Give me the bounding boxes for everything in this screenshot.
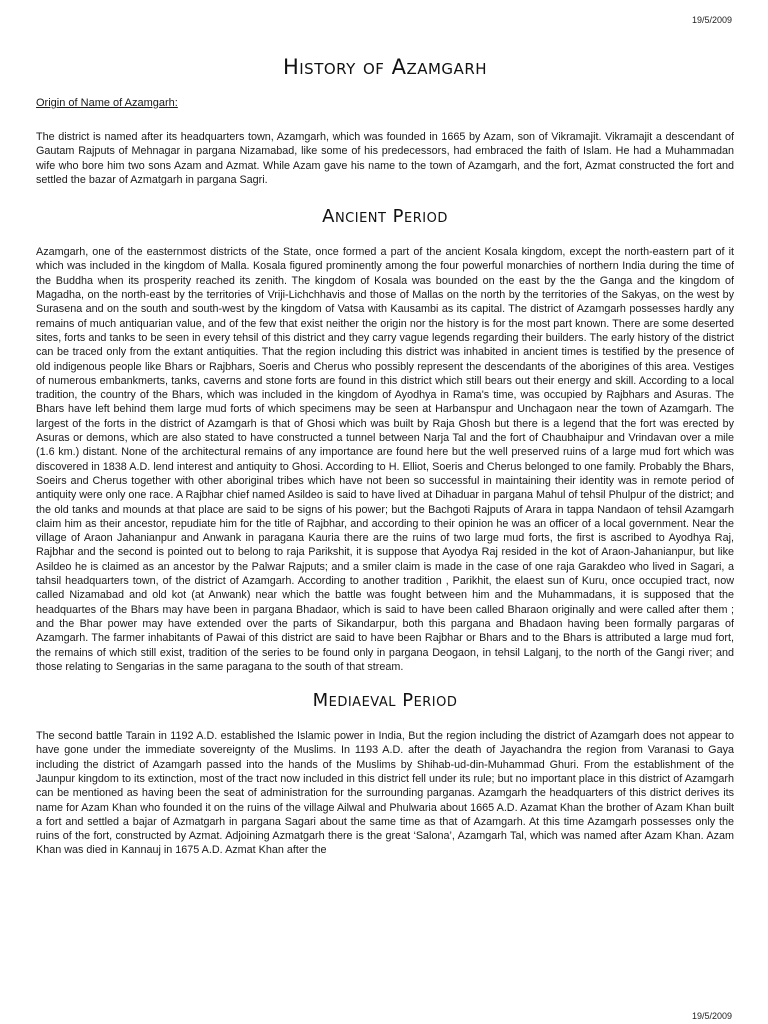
origin-subheading: Origin of Name of Azamgarh: (36, 97, 178, 109)
ancient-period-paragraph: Azamgarh, one of the easternmost districts of the State, once formed a part of the ancient Kosala kingdom, except the north-eastern part of it which was included in the kingdom of Malla. Kosala figured prominently among the four powerful monarchies of northern India during the time of the Buddha when its prosperity reached its zenith. The kingdom of Kosala was bounded on the east by the the Ganga and the kingdom of Magadha, on the north-east by the territories of Vriji-Lichchhavis and those of Mallas on the north by the territories of the Sakyas, on the west by Surasena and on the south and south-west by the kingdom of Vatsa with Kausambi as its capital. The district of Azamgarh possesses hardly any remains of much antiquarian value, and of the few that exist neither the origin nor the history is for the most part known. There are some deserted sites, forts and tanks to be seen in every tehsil of this district and they carry vague legends regarding their builders. The early history of the district can be traced only from the extant antiquities. That the region including this district was inhabited in ancient times is testified by the presence of old indigenous people like Bhars or Rajbhars, Soeris and Cherus who possibly represent the descendants of the aborigines of this area. Vestiges of numerous embankmerts, tanks, caverns and stone forts are found in this district which still bears out their energy and skill. According to a local tradition, the country of the Bhars, which was included in the kingdom of Ayodhya in Rama's time, was occupied by Rajbhars and Asuras. The Bhars have left behind them large mud forts of which specimens may be seen at Harbanspur and Unchagaon near the town of Azamgarh. The largest of the forts in the district of Azamgarh is that of Ghosi which was built by Raja Ghosh but there is a legend that the fort was erected by Asuras or demons, which are also stated to have constructed a tunnel between Narja Tal and the fort of Chaubhaipur and Vrindavan over a mile (1.6 km.) distant. None of the architectural remains of any importance are found here but the well preserved ruins of a large mud fort which was discovered in 1838 A.D. lend interest and antiquity to Ghosi. According to H. Elliot, Soeris and Cherus belonged to one family. Probably the Bhars, Soeirs and Cherus together with other aboriginal tribes which have not been so successful in maintaining their identity was in remote period of antiquity were only one race. A Rajbhar chief named Asildeo is said to have lived at Dihaduar in pargana Mahul of tehsil Phulpur of the district; and the old tanks and mounds at that place are said to be signs of his power; but the Bachgoti Rajputs of Arara in tappa Nandaon of tehsil Azamgarh claim him as their ancestor, repudiate him for the title of Rajbhar, and according to their opinion he was an officer of a local government. Near the village of Araon Jahanianpur and Anwank in paragana Kauria there are the ruins of two large mud forts, the first is ascribed to Ayodhya Raj, Rajbhar and the second is pointed out to belong to raja Parikshit, it is suppose that Ayodya Raj resided in the kot of Araon-Jahanianpur, but like Asildeo he is claimed as an ancestor by the Palwar Rajputs; and a smiler claim is made in the case of one raja Garakdeo who lived in Sagari, a tahsil headquarters town, of the district of Azamgarh. According to another tradition , Parikhit, the elaest sun of Kuru, once occupied tract, now called Nizamabad and old kot (at Anwank) near which the battle was fought between him and the Muhammadans, it is supposed that the headquartes of the Bhars may have been in pargana Bhadaor, which is said to have been called Bharaon originally and were called after them ; and the Bhar power may have extended over the parts of Sikandarpur, both this pargana and Bhadaon having been formally pargaras of Azamgarh. The farmer inhabitants of Pawai of this district are said to have been Rajbhar or Bhars and to the Bhars is attributed a large mud fort, the remains of which still exist, tradition of the series to be found only in pargana Deogaon, in tehsil Lalganj, to the north of the Gangi river; and those relating to Sengarias in the same paragana to the south of that stream. (36, 246, 735, 673)
ancient-period-heading: Ancient Period (322, 206, 448, 228)
mediaeval-period-paragraph: The second battle Tarain in 1192 A.D. established the Islamic power in India, But the region including the district of Azamgarh does not appear to have gone under the immediate sovereignty of the Muslims. In 1193 A.D. after the death of Jayachandra the region from Varanasi to Gaya including the district of Azamgarh passed into the hands of the Muslims by Shihab-ud-din-Muhammad Ghuri. From the establishment of the Jaunpur kingdom to its extinction, most of the tract now included in this district fell under its rule; but no important place in this district of Azamgarh can be mentioned as having been the seat of administration for the surrounding parganas. Azamgarh the headquarters of this district derives its name for Azam Khan who founded it on the ruins of the village Ailwal and Phulwaria about 1665 A.D. Azamat Khan the brother of Azam Khan built a fort and settled a bajar of Azmatgarh in pargana Sagari about the same time as that of Azamgarh. At this time Azamgarh possesses only the ruins of the fort, constructed by Azmat. Adjoining Azmatgarh there is the great ‘Salona’, Azamgarh Tal, which was named after Azam Khan. Azam Khan was died in Kannauj in 1675 A.D. Azmat Khan after the (36, 730, 734, 857)
page-date-top: 19/5/2009 (691, 15, 732, 25)
page-date-bottom: 19/5/2009 (691, 1011, 732, 1021)
mediaeval-period-heading: Mediaeval Period (312, 690, 458, 712)
origin-paragraph: The district is named after its headquarters town, Azamgarh, which was founded in 1665 by Azam, son of Vikramajit. Vikramajit a descendant of Gautam Rajputs of Mehnagar in pargana Nizamabad, like some of his predecessors, had embraced the faith of Islam. He had a Muhammadan wife who bore him two sons Azam and Azmat. While Azam gave his name to the town of Azamgarh, and the fort, Azmat constructed the fort and settled the bazar of Azmatgarh in pargana Sagri. (36, 131, 734, 186)
document-page (36, 52, 734, 858)
document-title: History of Azamgarh (282, 55, 488, 79)
